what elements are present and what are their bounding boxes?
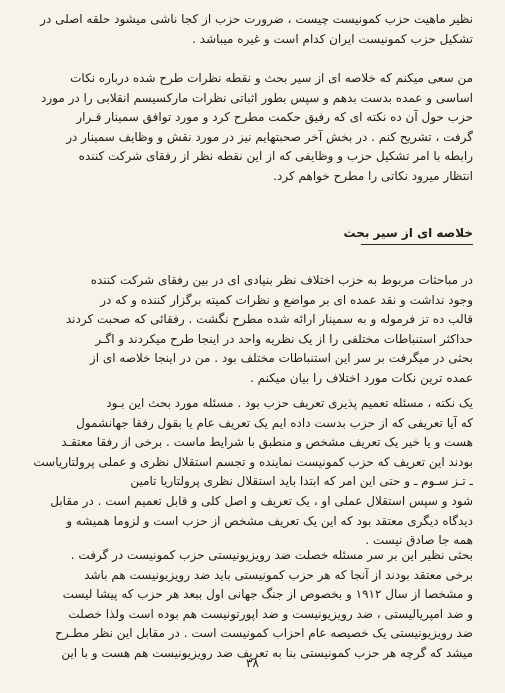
text-line: ـ تـز سـوم ـ و حتی این امر که ابتدا باید استقلال نظری پرولتاریا تامین <box>130 474 473 489</box>
text-line: نظیر ماهیت حزب کمونیست چیست ، ضرورت حزب از کجا ناشی میشود حلقه اصلی در <box>40 12 473 26</box>
text-line: تشکیل حزب کمونیست ایران کدام است و غیره میباشد . <box>192 31 473 46</box>
text-line: حزب حول آن ده نکته ای که رفیق حکمت مطرح کرد و مورد توافق سمینار قـرار <box>76 110 473 125</box>
text-line: بحثی نظیر این بر سر مسئله خصلت ضد رویزیونیستی حزب کمونیست در گرفت . <box>70 548 473 562</box>
page-number: ۳۸ <box>246 656 259 670</box>
paragraph-3 <box>28 271 473 389</box>
text-line: که آیا تعریفی که از حزب بدست داده ایم یک تعریف عام یا بقول رفقا جهانشمول <box>76 415 473 430</box>
text-line: برخی معتقد بودند از آنجا که هر حزب کمونیستی باید ضد رویزیونیست هم باشد <box>84 567 473 582</box>
text-line: رابطه با امر تشکیل حزب و وظایفی که از این نقطه نظر از رفقای شرکت کننده <box>78 149 473 164</box>
text-line: همه جا صادق نیست . <box>365 533 473 548</box>
text-line: و مشخصا از سال ۱۹۱۲ و بخصوص از جنگ جهانی اول ببعد هر حزب که پیشا لیست <box>62 587 473 602</box>
text-line: اساسی و عمده بدست بدهم و سپس بطور اثباتی نظرات مارکسیسم انقلابی را در مورد <box>41 90 473 105</box>
text-line: وجود نداشت و نقد عمده ای بر مواضع و نظرات کمیته برگزار کننده و که در <box>100 292 473 307</box>
text-line: انتظار میرود نکاتی را مطرح خواهم کرد. <box>273 168 473 183</box>
text-line: در مباحثات مربوط به حزب اختلاف نظر بنیادی ای در بین رفقای شرکت کننده <box>90 273 473 287</box>
heading-underline <box>361 244 473 245</box>
text-line: ضد رویزیونیستی یک خصیصه عام احزاب کمونیست است . در مقابل این نظر مطـرح <box>55 626 473 641</box>
section-heading: خلاصه ای از سیر بحث <box>343 226 473 240</box>
text-line: گرفت ، تشریح کنم . در بخش آخر صحبتهایم نیز در مورد نقش و وظایف سمینار در <box>66 129 473 144</box>
paragraph-1 <box>28 10 473 49</box>
text-line: بحثی در میگرفت بر سر این استنباطات مختلف بود . من در اینجا خلاصه ای از <box>89 351 473 366</box>
text-line: عمده ترین نکات مورد اختلاف را بیان میکنم . <box>250 370 473 385</box>
text-line: هست و یا خیر یک تعریف مشخص و منطبق با شرایط ماست . برخی از رفقا معتقـد <box>61 435 473 450</box>
text-line: شود و سپس استقلال عملی او ، یک تعریف و اصل کلی و قابل تعمیم است . در مقابل <box>50 493 473 508</box>
text-line: حداکثر استنباطات مختلفی را از یک نظریه واحد در اینجا طرح میکردند و اگـر <box>95 331 473 346</box>
text-line: قالب ده تز فرموله و به سمینار ارائه شده مطرح نگشت . رفقائی که صحبت کردند <box>65 312 473 327</box>
text-line: و ضد امپریالیستی ، ضد رویزیونیست و ضد اپورتونیست هم بوده است ولذا خصلت <box>68 606 473 621</box>
text-line: یک نکته ، مسئله تعمیم پذیری تعریف حزب بود . مسئله مورد بحث این بـود <box>106 396 473 410</box>
paragraph-2 <box>28 69 473 187</box>
paragraph-5 <box>28 546 473 664</box>
text-line: بودند این تعریف که حزب کمونیست نماینده و تجسم استقلال نظری و عملی پرولتاریاست <box>33 454 473 469</box>
text-line: دیدگاه دیگری معتقد بود که این یک تعریف مشخص از حزب است و لزوما همیشه و <box>66 513 473 528</box>
paragraph-4 <box>28 394 473 551</box>
text-line: میشد که گرچه هر حزب کمونیستی بنا به تعریف ضد رویزیونیست هم هست و با این <box>61 645 473 660</box>
text-line: من سعی میکنم که خلاصه ای از سیر بحث و نقطه نظرات طرح شده درباره نکات <box>70 71 473 85</box>
